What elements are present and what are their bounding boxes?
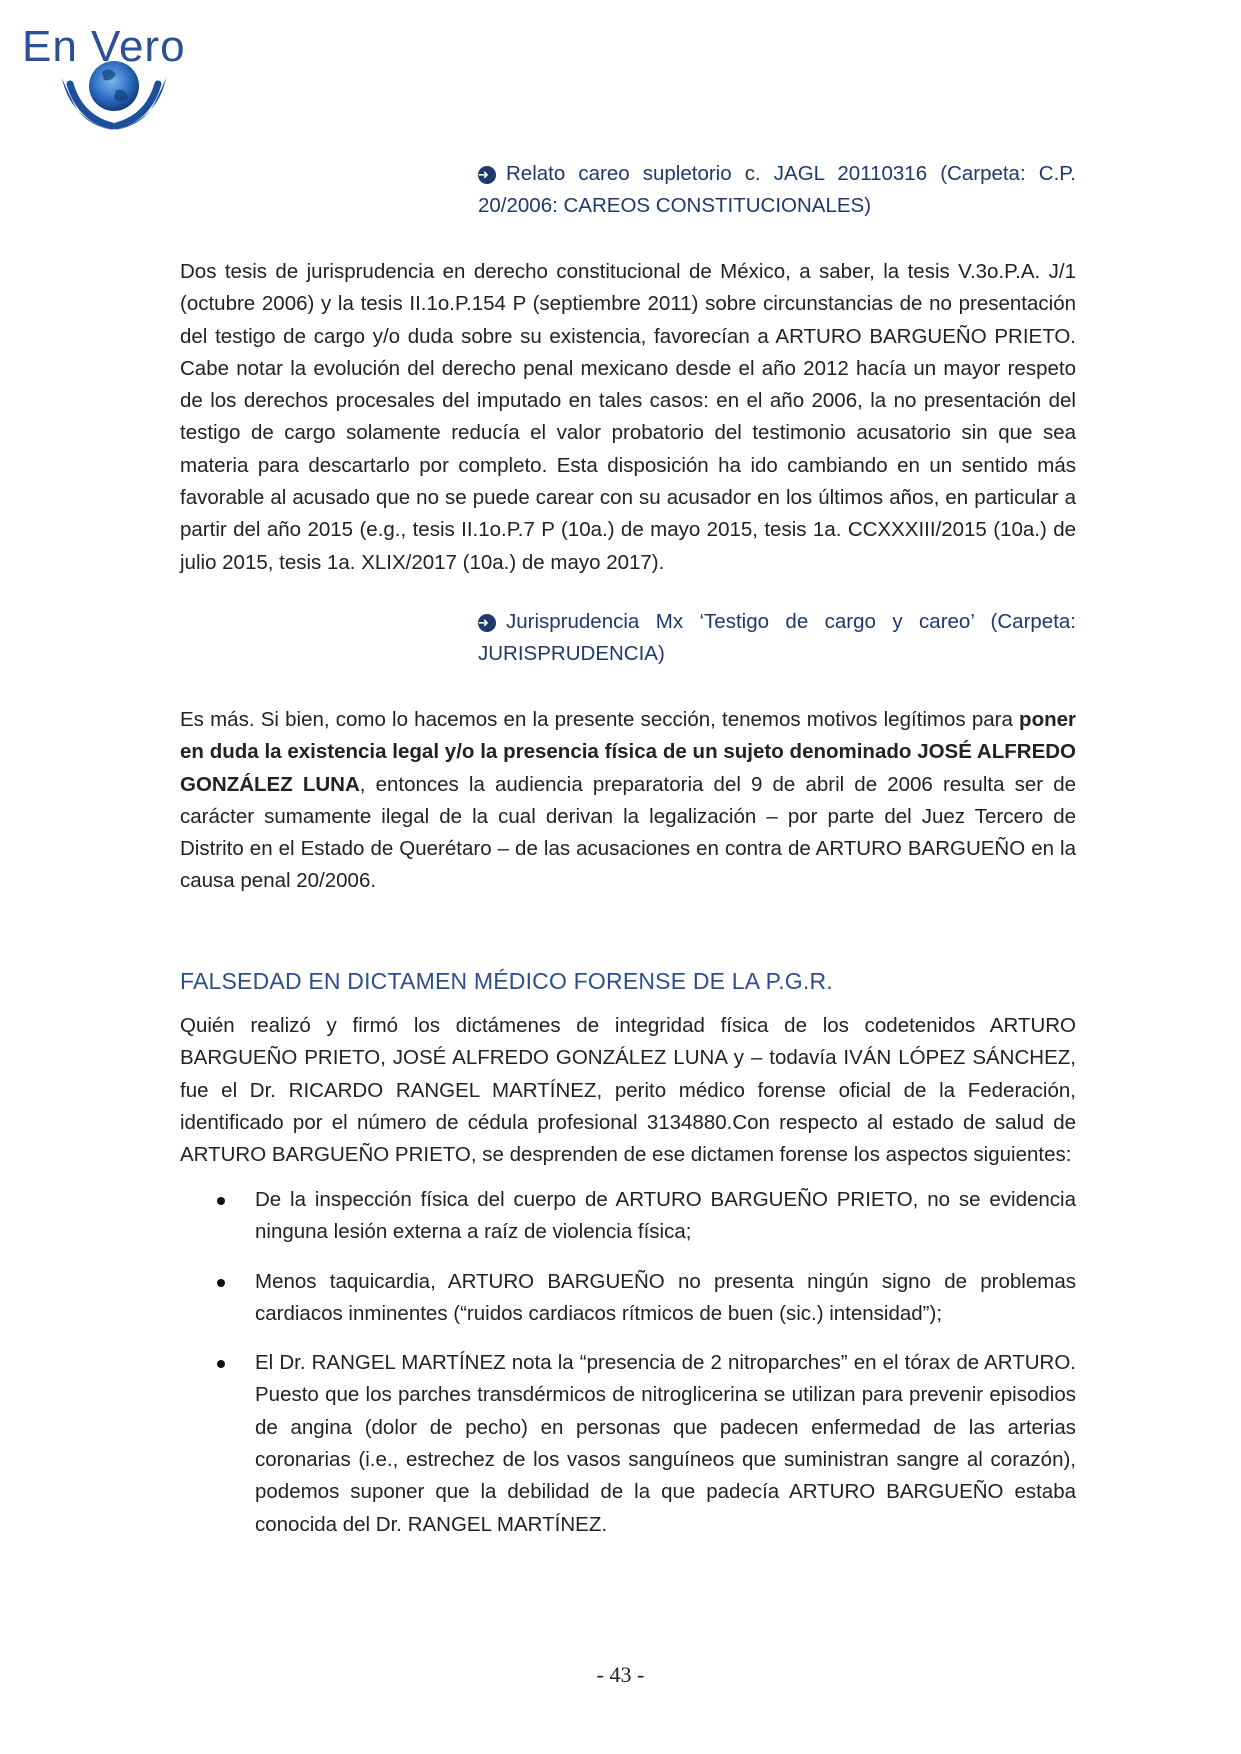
- bullet-icon: [217, 1279, 225, 1287]
- paragraph-bold: poner en duda la existencia legal y/o la presencia física de un sujeto denominado JOSÉ ALFREDO GONZÁLEZ LUNA: [180, 708, 1076, 796]
- paragraph-dictamen: Quién realizó y firmó los dictámenes de integridad física de los codetenidos ARTURO BARGUEÑO PRIETO, JOSÉ ALFREDO GONZÁLEZ LUNA y – todavía IVÁN LÓPEZ SÁNCHEZ, fue el Dr. RICARDO RANGEL MARTÍNEZ, perito médico forense oficial de la Federación, identificado por el número de cédula profesional 3134880.Con respecto al estado de salud de ARTURO BARGUEÑO PRIETO, se desprenden de ese dictamen forense los aspectos siguientes:: [180, 1014, 1076, 1167]
- list-item-text: Menos taquicardia, ARTURO BARGUEÑO no presenta ningún signo de problemas cardiacos inminentes (“ruidos cardiacos rítmicos de buen (sic.) intensidad”);: [255, 1269, 1076, 1325]
- list-item-text: El Dr. RANGEL MARTÍNEZ nota la “presencia de 2 nitroparches” en el tórax de ARTURO. Puesto que los parches transdérmicos de nitroglicerina se utilizan para prevenir episodios de angina (dolor de pecho) en personas que padecen enfermedad de las arterias coronarias (i.e., estrechez de los vasos sanguíneos que suministran sangre al corazón), podemos suponer que la debilidad de la que padecía ARTURO BARGUEÑO estaba conocida del Dr. RANGEL MARTÍNEZ.: [255, 1351, 1076, 1536]
- paragraph-intro: Es más. Si bien, como lo hacemos en la presente sección, tenemos motivos legítimos para: [180, 708, 1020, 731]
- paragraph-rest: , entonces la audiencia preparatoria del 9 de abril de 2006 resulta ser de carácter sumamente ilegal de la cual derivan la legalización – por parte del Juez Tercero de Distrito en el Estado de Querétaro – de las acusaciones en contra de ARTURO BARGUEÑO en la causa penal 20/2006.: [180, 772, 1076, 893]
- reference-link-jurisprudencia[interactable]: [478, 606, 1076, 670]
- list-item: [180, 1347, 1076, 1541]
- list-item: [180, 1184, 1076, 1249]
- reference-text: Relato careo supletorio c. JAGL 20110316 (Carpeta: C.P. 20/2006: CAREOS CONSTITUCIONALES): [478, 162, 1076, 217]
- bullet-icon: [217, 1197, 225, 1205]
- list-item: [180, 1266, 1076, 1331]
- paragraph-audiencia: [180, 704, 1076, 898]
- findings-list: [180, 1184, 1076, 1558]
- reference-text: Jurisprudencia Mx ‘Testigo de cargo y careo’ (Carpeta: JURISPRUDENCIA): [478, 610, 1076, 665]
- logo-text: En Vero: [22, 22, 186, 71]
- paragraph-jurisprudencia: Dos tesis de jurisprudencia en derecho constitucional de México, a saber, la tesis V.3o.P.A. J/1 (octubre 2006) y la tesis II.1o.P.154 P (septiembre 2011) sobre circunstancias de no presentación del testigo de cargo y/o duda sobre su existencia, favorecían a ARTURO BARGUEÑO PRIETO. Cabe notar la evolución del derecho penal mexicano desde el año 2012 hacía un mayor respeto de los derechos procesales del imputado en tales casos: en el año 2006, la no presentación del testigo de cargo solamente reducía el valor probatorio del testimonio acusatorio sin que sea materia para descartarlo por completo. Esta disposición ha ido cambiando en un sentido más favorable al acusado que no se puede carear con su acusador en los últimos años, en particular a partir del año 2015 (e.g., tesis II.1o.P.7 P (10a.) de mayo 2015, tesis 1a. CCXXXIII/2015 (10a.) de julio 2015, tesis 1a. XLIX/2017 (10a.) de mayo 2017).: [180, 260, 1076, 574]
- logo: [18, 14, 198, 144]
- bullet-icon: [217, 1360, 225, 1368]
- arrow-right-circle-icon: ➜: [478, 166, 496, 184]
- reference-link-careo[interactable]: [478, 158, 1076, 222]
- page-number: - 43 -: [596, 1662, 645, 1687]
- section-heading: FALSEDAD EN DICTAMEN MÉDICO FORENSE DE LA P.G.R.: [180, 968, 833, 994]
- list-item-text: De la inspección física del cuerpo de ARTURO BARGUEÑO PRIETO, no se evidencia ninguna lesión externa a raíz de violencia física;: [255, 1188, 1076, 1244]
- arrow-right-circle-icon: ➜: [478, 614, 496, 632]
